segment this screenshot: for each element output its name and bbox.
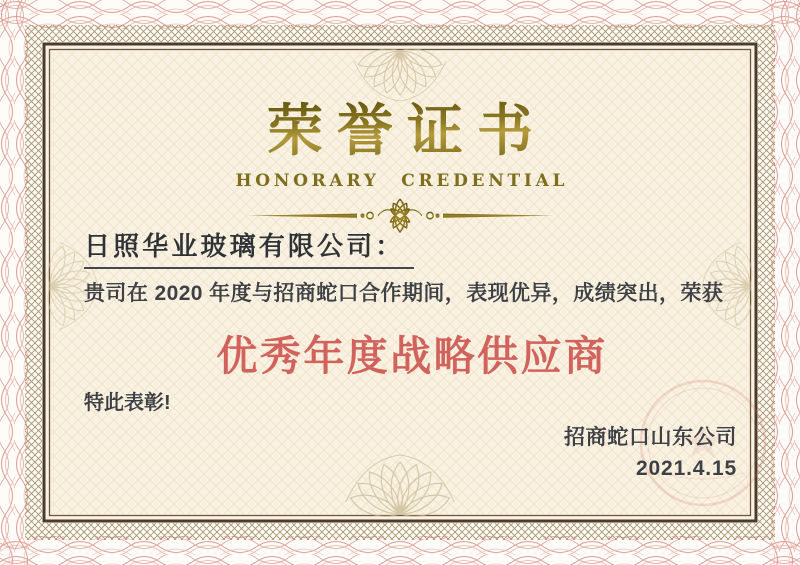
- certificate-subtitle: HONORARY CREDENTIAL: [235, 171, 569, 191]
- issue-date: 2021.4.15: [636, 457, 737, 480]
- recipient-name: 日照华业玻璃有限公司：: [84, 226, 414, 269]
- citation-text: 贵司在 2020 年度与招商蛇口合作期间，表现优异，成绩突出，荣获: [84, 282, 724, 305]
- closing-text: 特此表彰!: [84, 392, 171, 414]
- issuer-name: 招商蛇口山东公司: [563, 426, 737, 449]
- signature-block: [564, 421, 737, 481]
- award-title: 优秀年度战略供应商: [216, 333, 608, 379]
- certificate-title: 荣誉证书: [0, 100, 800, 162]
